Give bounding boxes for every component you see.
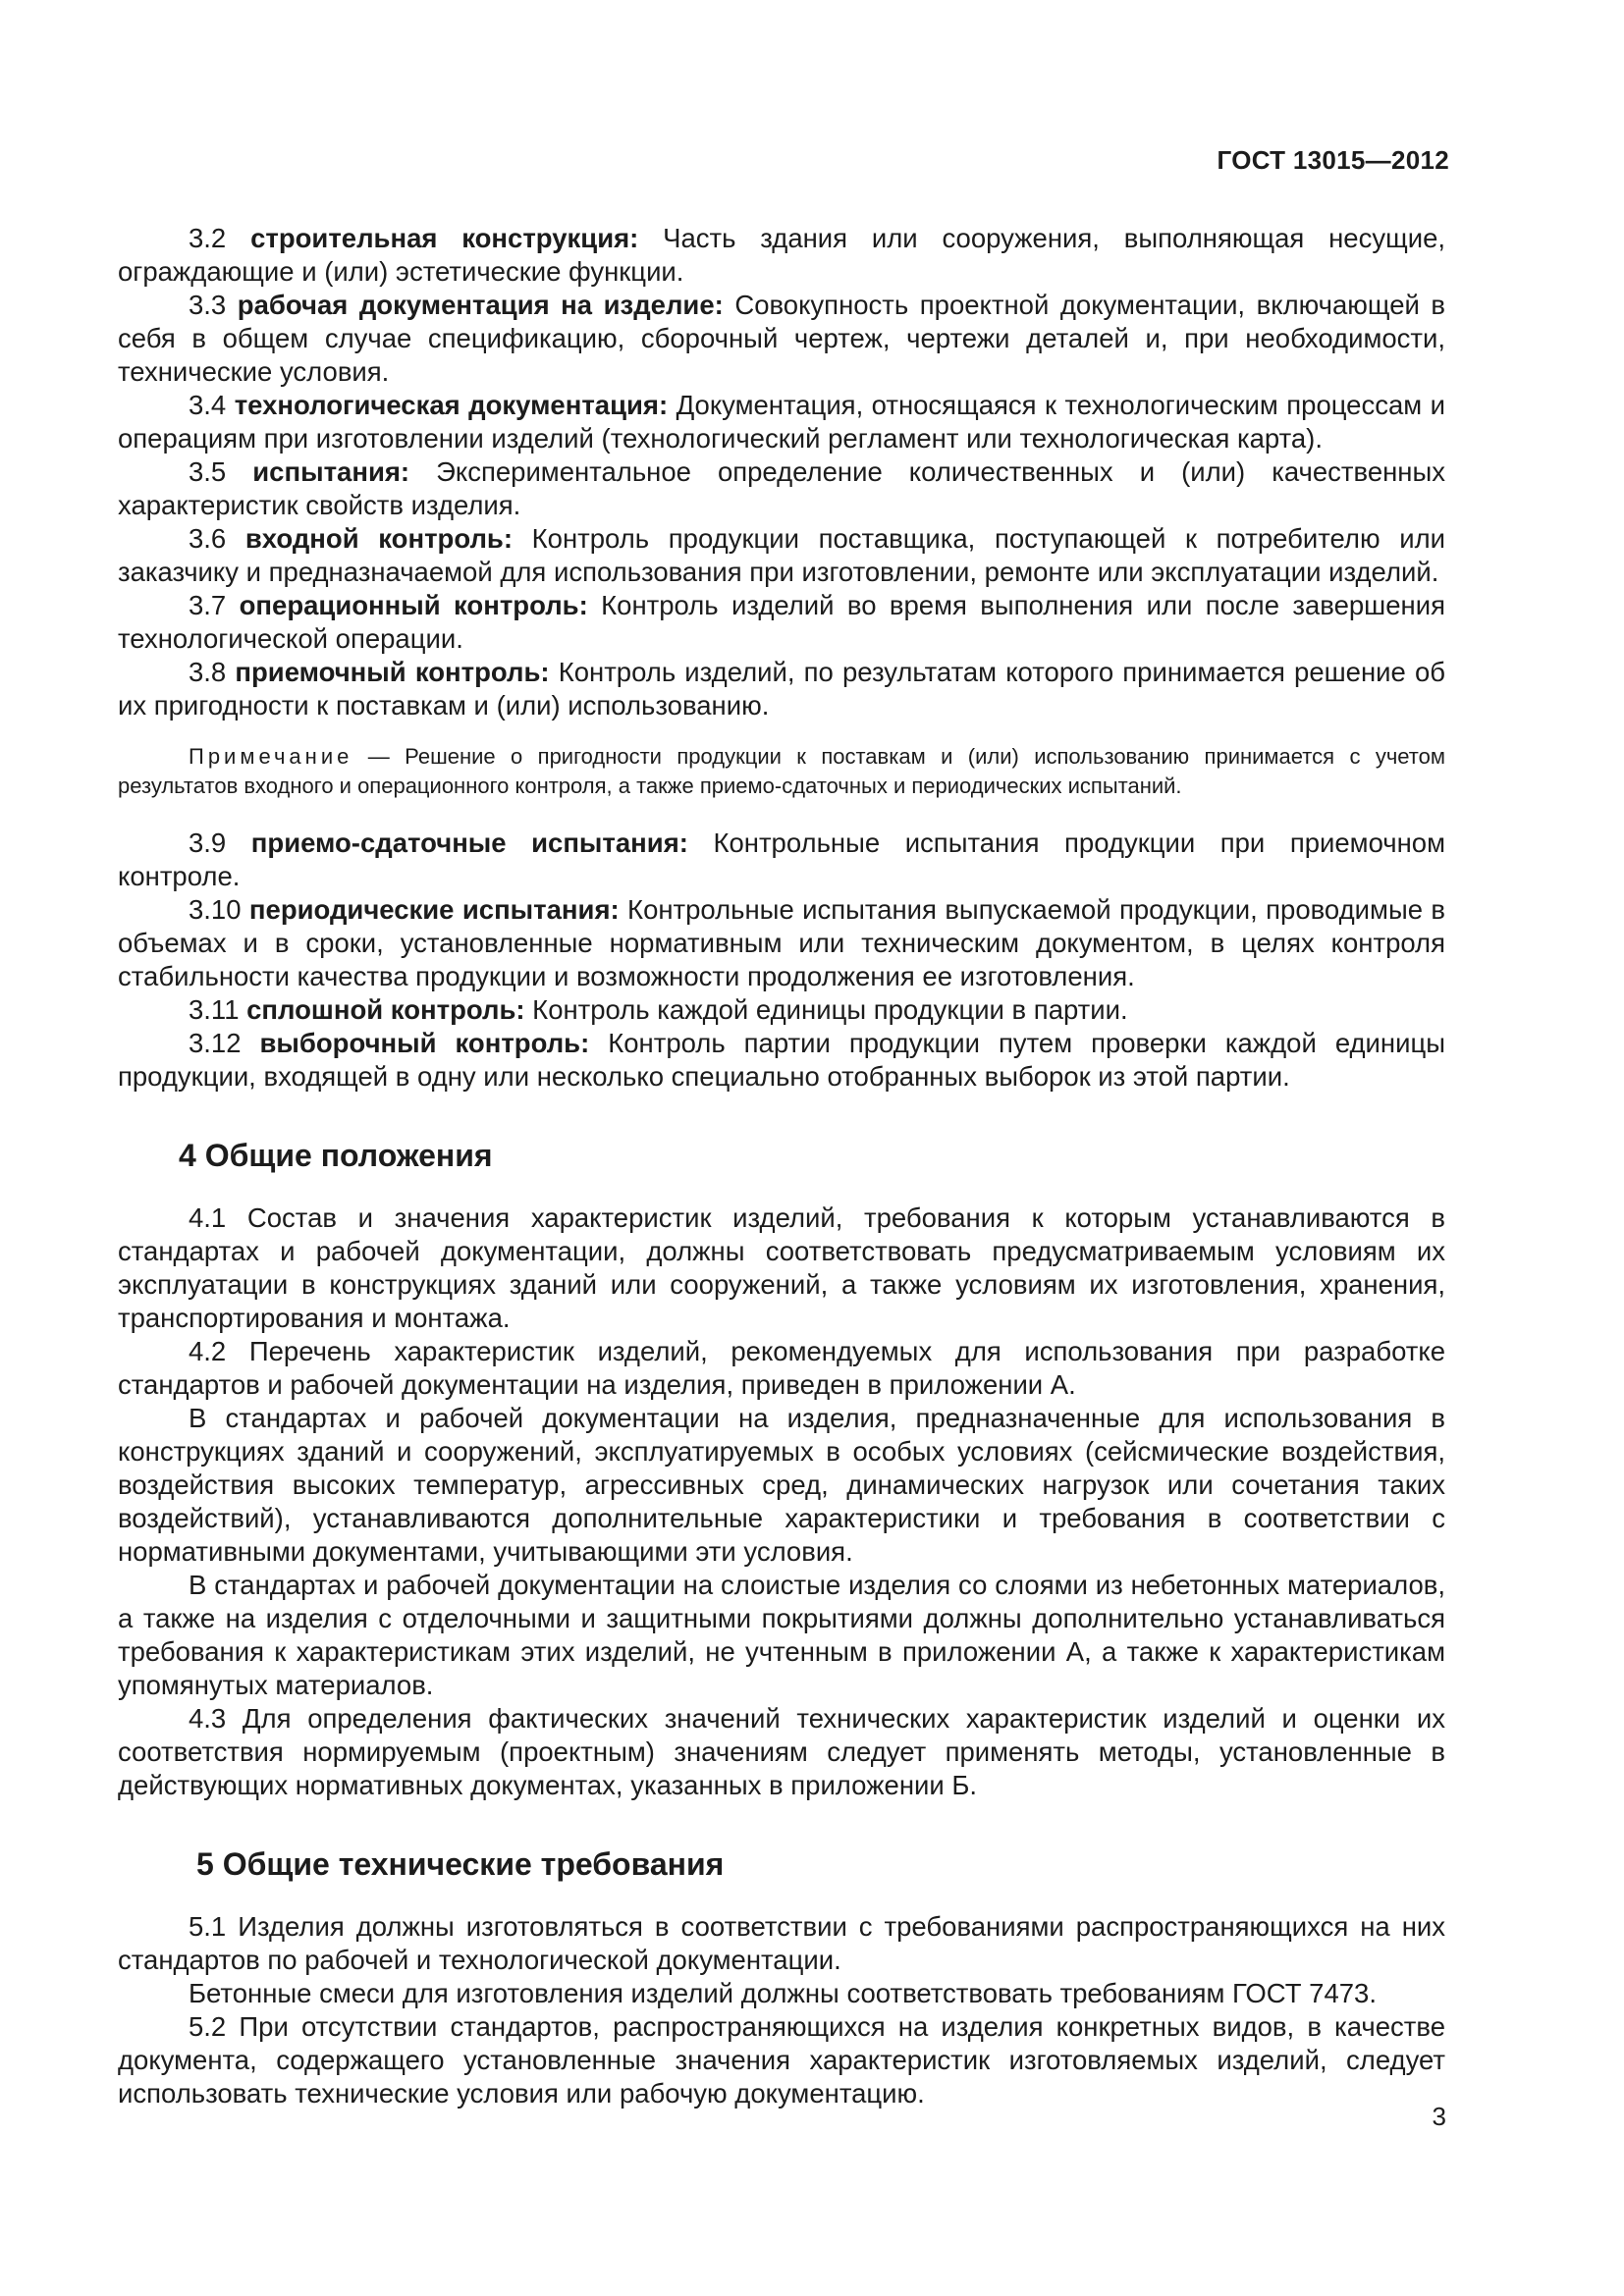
paragraph-5-1: 5.1 Изделия должны изготовляться в соответствии с требованиями распространяющихся на них стандартов по рабочей и технологической документации. [118,1911,1445,1975]
term: периодические испытания: [248,894,620,925]
definition-3-3: 3.3 рабочая документация на изделие: Совокупность проектной документации, включающей в себя в общем случае спецификацию, сборочный чертеж, чертежи деталей и, при необходимости, технические условия. [118,290,1446,387]
term: строительная конструкция: [250,223,639,253]
definition-3-6: 3.6 входной контроль: Контроль продукции поставщика, поступающей к потребителю или заказчику и предназначаемой для использования при изготовлении, ремонте или эксплуатации изделий. [118,523,1445,587]
term: технологическая документация: [234,390,669,420]
section-5-heading: 5 Общие технические требования [196,1846,725,1882]
note-text: — Решение о пригодности продукции к поставкам и (или) использованию принимается с учетом результатов входного и операционного контроля, а также приемо-сдаточных и периодических испытаний. [118,744,1445,798]
definition-3-7: 3.7 операционный контроль: Контроль изделий во время выполнения или после завершения технологической операции. [118,590,1445,654]
definition-3-4: 3.4 технологическая документация: Документация, относящаяся к технологическим процессам и операциям при изготовлении изделий (технологический регламент или технологическая карта). [118,390,1446,454]
page-content [118,222,1445,2110]
term: рабочая документация на изделие: [237,290,724,320]
note [118,742,1445,801]
definition-3-8: 3.8 приемочный контроль: Контроль изделий, по результатам которого принимается решение об их пригодности к поставкам и (или) использованию. [118,657,1445,721]
definition-3-10: 3.10 периодические испытания: Контрольные испытания выпускаемой продукции, проводимые в объемах и в сроки, установленные нормативным или техническим документом, в целях контроля стабильности качества продукции и возможности продолжения ее изготовления. [118,894,1445,991]
doc-code-header: ГОСТ 13015—2012 [1217,145,1449,175]
definition-3-11: 3.11 сплошной контроль: Контроль каждой единицы продукции в партии. [189,994,1128,1025]
term: входной контроль: [244,523,513,554]
definition-3-5: 3.5 испытания: Экспериментальное определение количественных и (или) качественных характеристик свойств изделия. [118,456,1446,520]
definition-3-12: 3.12 выборочный контроль: Контроль партии продукции путем проверки каждой единицы продукции, входящей в одну или несколько специально отобранных выборок из этой партии. [118,1028,1445,1092]
definition-3-9: 3.9 приемо-сдаточные испытания: Контрольные испытания продукции при приемочном контроле. [118,828,1445,891]
paragraph-4-2-special: В стандартах и рабочей документации на изделия, предназначенные для использования в конструкциях зданий и сооружений, эксплуатируемых в особых условиях (сейсмические воздействия, воздействия высоких температур, агрессивных сред, динамических нагрузок или сочетания таких воздействий), устанавливаются дополнительные характеристики и требования в соответствии с нормативными документами, учитывающими эти условия. [118,1403,1445,1567]
term: приемочный контроль: [235,657,550,687]
definition-3-2: 3.2 строительная конструкция: Часть здания или сооружения, выполняющая несущие, ограждающие и (или) эстетические функции. [118,223,1446,287]
section-4-heading: 4 Общие положения [179,1138,493,1173]
term: испытания: [252,456,410,487]
paragraph-4-2-layered: В стандартах и рабочей документации на слоистые изделия со слоями из небетонных материалов, а также на изделия с отделочными и защитными покрытиями должны дополнительно устанавливаться требования к характеристикам этих изделий, не учтенным в приложении А, а также к характеристикам упомянутых материалов. [118,1570,1445,1700]
note-label: Примечание [189,744,353,769]
term: выборочный контроль: [259,1028,590,1058]
paragraph-4-2: 4.2 Перечень характеристик изделий, рекомендуемых для использования при разработке стандартов и рабочей документации на изделия, приведен в приложении А. [118,1336,1445,1400]
paragraph-5-2: 5.2 При отсутствии стандартов, распространяющихся на изделия конкретных видов, в качестве документа, содержащего установленные значения характеристик изготовляемых изделий, следует использовать технические условия или рабочую документацию. [118,2011,1445,2109]
term: операционный контроль: [239,590,588,620]
paragraph-4-1: 4.1 Состав и значения характеристик изделий, требования к которым устанавливаются в стандартах и рабочей документации, должны соответствовать предусматриваемым условиям их эксплуатации в конструкциях зданий или сооружений, а также условиям их изготовления, хранения, транспортирования и монтажа. [118,1202,1445,1333]
term: сплошной контроль: [246,994,525,1025]
paragraph-4-3: 4.3 Для определения фактических значений технических характеристик изделий и оценки их соответствия нормируемым (проектным) значениям следует применять методы, установленные в действующих нормативных документах, указанных в приложении Б. [118,1703,1445,1800]
term: приемо-сдаточные испытания: [250,828,688,858]
page-number: 3 [1432,2102,1446,2131]
paragraph-5-1-concrete: Бетонные смеси для изготовления изделий должны соответствовать требованиям ГОСТ 7473. [189,1978,1377,2008]
